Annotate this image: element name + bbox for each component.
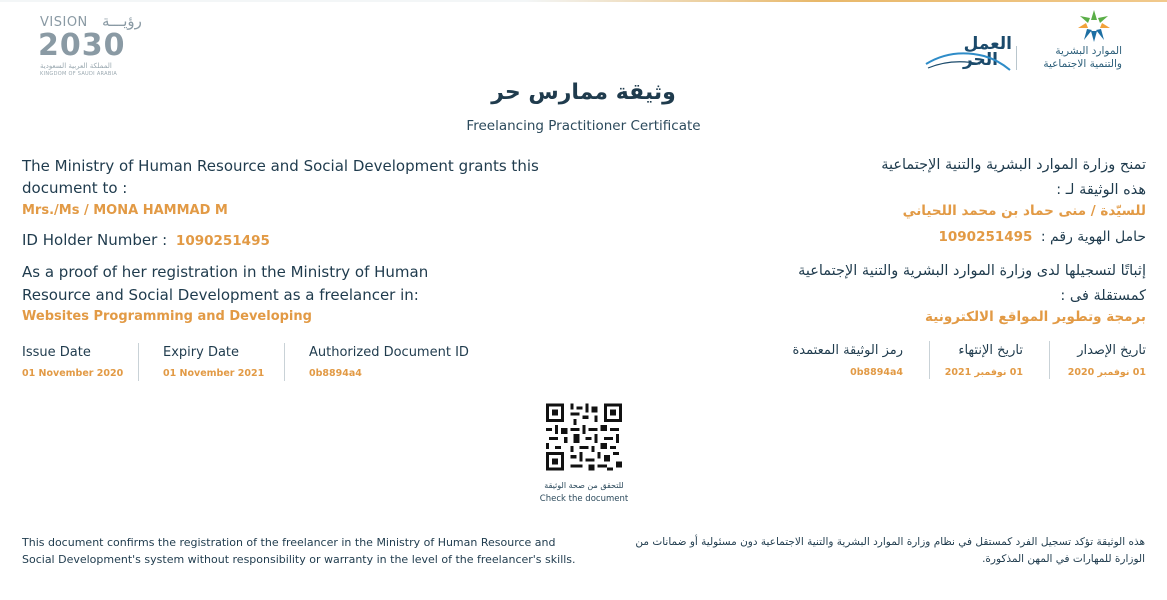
arabic-grants-text — [746, 153, 1146, 203]
english-expiry-date-label: Expiry Date — [163, 345, 240, 360]
ministry-name-line-1: الموارد البشرية — [1055, 45, 1122, 57]
english-issue-date-label: Issue Date — [22, 345, 91, 360]
meta-separator — [284, 343, 285, 381]
freelance-swoosh-icon — [922, 34, 1012, 76]
qr-code-icon[interactable] — [546, 403, 622, 471]
english-id-label: ID Holder Number : — [22, 231, 168, 249]
arabic-expiry-date-label: تاريخ الإنتهاء — [958, 343, 1023, 358]
ministry-logo — [1022, 8, 1132, 72]
arabic-issue-date-value: 01 نوفمبر 2020 — [1067, 367, 1146, 378]
arabic-proof-text — [746, 259, 1146, 309]
vision-2030-logo — [38, 12, 148, 78]
english-field: Websites Programming and Developing — [22, 309, 312, 324]
english-document-id-label: Authorized Document ID — [309, 345, 469, 360]
certificate-title-english: Freelancing Practitioner Certificate — [466, 118, 701, 134]
meta-separator — [1049, 341, 1050, 379]
english-holder-name: Mrs./Ms / MONA HAMMAD M — [22, 203, 228, 218]
meta-separator — [138, 343, 139, 381]
arabic-document-id-label: رمز الوثيقة المعتمدة — [792, 343, 903, 358]
arabic-proof-line-2: كمستقلة فى : — [1060, 288, 1146, 304]
ministry-name — [1022, 45, 1122, 71]
top-accent-line — [0, 0, 1167, 2]
arabic-grants-line-2: هذه الوثيقة لـ : — [1056, 182, 1146, 198]
logo-divider — [1016, 46, 1017, 70]
arabic-grants-line-1: تمنح وزارة الموارد البشرية والتنية الإجتماعية — [881, 157, 1146, 173]
qr-label-arabic: للتحقق من صحة الوثيقة — [544, 481, 624, 490]
arabic-id-label: حامل الهوية رقم : — [1040, 229, 1146, 245]
ministry-emblem-icon — [1074, 8, 1114, 44]
english-expiry-date-value: 01 November 2021 — [163, 368, 265, 379]
vision-word: VISION — [40, 15, 88, 30]
freelance-logo-line-1: العمل — [963, 34, 1012, 54]
arabic-document-id-value: 0b8894a4 — [850, 367, 903, 378]
arabic-id-row — [939, 229, 1147, 245]
arabic-id-value: 1090251495 — [938, 229, 1033, 245]
arabic-expiry-date-value: 01 نوفمبر 2021 — [944, 367, 1023, 378]
english-grants-text: The Ministry of Human Resource and Social Development grants this document to : — [22, 157, 539, 197]
meta-separator — [929, 341, 930, 379]
arabic-holder-name: للسيّدة / منى حماد بن محمد اللحياني — [902, 203, 1146, 219]
vision-subtitle-arabic: المملكة العربية السعودية — [40, 62, 112, 70]
vision-subtitle-english: KINGDOM OF SAUDI ARABIA — [40, 71, 118, 77]
arabic-issue-date-label: تاريخ الإصدار — [1077, 343, 1146, 358]
vision-year: 2030 — [38, 28, 126, 63]
english-id-row — [22, 231, 270, 249]
freelance-logo-line-2: الحر — [962, 50, 998, 70]
freelance-logo — [922, 34, 1012, 76]
ministry-name-line-2: والتنمية الاجتماعية — [1043, 58, 1122, 70]
footer-disclaimer-arabic: هذه الوثيقة تؤكد تسجيل الفرد كمستقل في نظام وزارة الموارد البشرية والتنية الاجتماعية دون مسئولية أو ضمانات من الوزارة للمهارات في المهن المذكورة. — [635, 536, 1145, 565]
english-document-id-value: 0b8894a4 — [309, 368, 362, 379]
certificate-title-arabic: وثيقة ممارس حر — [491, 80, 676, 105]
footer-disclaimer-english: This document confirms the registration of the freelancer in the Ministry of Human Resource and Social Development's system without responsibility or warranty in the level of the freelancer's skills. — [22, 536, 576, 566]
english-id-value: 1090251495 — [175, 233, 270, 249]
arabic-field: برمجة وتطوير المواقع الالكترونية — [925, 309, 1146, 325]
vision-arabic-word: رؤيـــة — [102, 12, 142, 30]
english-proof-text: As a proof of her registration in the Ministry of Human Resource and Social Development as a freelancer in: — [22, 263, 429, 304]
arabic-proof-line-1: إثباتًا لتسجيلها لدى وزارة الموارد البشرية والتنية الإجتماعية — [798, 263, 1146, 279]
qr-label-english[interactable]: Check the document — [539, 494, 629, 504]
english-issue-date-value: 01 November 2020 — [22, 368, 124, 379]
